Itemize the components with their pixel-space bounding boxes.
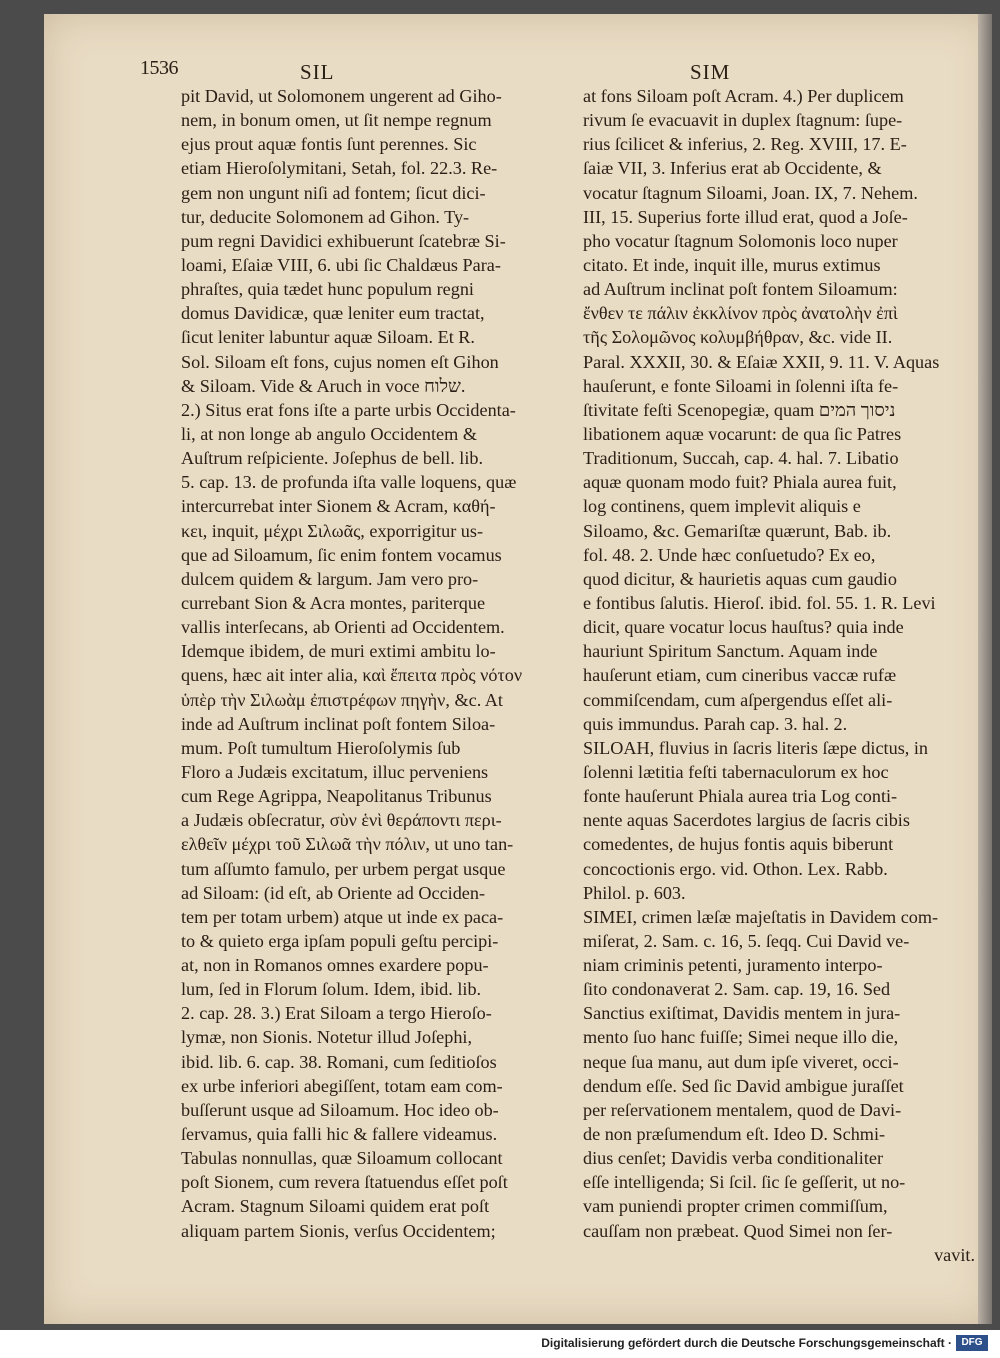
text-line: at, non in Romanos omnes exardere popu- xyxy=(181,955,489,976)
text-line: rivum ſe evacuavit in duplex ſtagnum: ſupe- xyxy=(583,110,903,131)
text-line: ſolenni lætitia feſti tabernaculorum ex hoc xyxy=(583,761,889,782)
text-line: Traditionum, Succah, cap. 4. hal. 7. Libatio xyxy=(583,448,899,469)
text-line: Sol. Siloam eſt fons, cujus nomen eſt Gihon xyxy=(181,351,499,372)
text-line: quis immundus. Parah cap. 3. hal. 2. xyxy=(583,713,848,734)
text-line: Philol. p. 603. xyxy=(583,882,686,903)
text-line: aquæ quonam modo fuit? Phiala aurea fuit, xyxy=(583,472,897,493)
running-head-left: SIL xyxy=(300,60,335,84)
text-line: commiſcendam, cum aſpergendus eſſet ali- xyxy=(583,689,893,710)
text-line: Tabulas nonnullas, quæ Siloamum collocant xyxy=(181,1148,503,1169)
text-line: 5. cap. 13. de profunda iſta valle loquens, quæ xyxy=(181,472,517,493)
text-line: de non præſumendum eſt. Ideo D. Schmi- xyxy=(583,1124,886,1145)
text-line: pho vocatur ſtagnum Solomonis loco nuper xyxy=(583,230,898,251)
text-line: & Siloam. Vide & Aruch in voce שלוח. xyxy=(181,375,466,396)
text-line: vavit. xyxy=(934,1244,975,1265)
text-line: SILOAH, fluvius in ſacris literis ſæpe dictus, in xyxy=(583,737,929,758)
text-line: nem, in bonum omen, ut ſit nempe regnum xyxy=(181,110,492,131)
text-line: ſtivitate feſti Scenopegiæ, quam ניסוך המים xyxy=(583,399,896,420)
text-line: III, 15. Superius forte illud erat, quod a Joſe- xyxy=(583,206,908,227)
right-column xyxy=(583,84,975,1267)
text-line: Acram. Stagnum Siloami quidem erat poſt xyxy=(181,1196,490,1217)
text-line: dulcem quidem & largum. Jam vero pro- xyxy=(181,568,479,589)
text-line: buſſerunt usque ad Siloamum. Hoc ideo ob- xyxy=(181,1099,499,1120)
text-line: Paral. XXXII, 30. & Eſaiæ XXII, 9. 11. V. Aquas xyxy=(583,351,940,372)
text-line: mento ſuo hanc fuiſſe; Simei neque illo die, xyxy=(583,1027,899,1048)
text-line: citato. Et inde, inquit ille, murus extimus xyxy=(583,254,881,275)
text-line: dicit, quare vocatur locus hauſtus? quia inde xyxy=(583,617,904,638)
text-line: at fons Siloam poſt Acram. 4.) Per duplicem xyxy=(583,86,904,106)
text-line: inde ad Auſtrum inclinat poſt fontem Siloa- xyxy=(181,713,496,734)
text-line: Siloamo, &c. Gemariſtæ quærunt, Bab. ib. xyxy=(583,520,892,541)
text-line: pum regni Davidici exhibuerunt ſcatebræ Si- xyxy=(181,230,506,251)
text-line: comedentes, de hujus fontis aquis biberunt xyxy=(583,834,894,855)
text-line: τῆς Σολομῶνος κολυμβήθραν, &c. vide II. xyxy=(583,327,893,348)
footer-bar xyxy=(0,1330,1000,1358)
text-line: aliquam partem Sionis, verſus Occidentem; xyxy=(181,1220,496,1241)
dfg-logo: DFG xyxy=(956,1335,988,1351)
text-line: log continens, quem implevit aliquis e xyxy=(583,496,861,517)
text-line: loami, Eſaiæ VIII, 6. ubi ſic Chaldæus Para- xyxy=(181,254,501,275)
text-line: per reſervationem mentalem, quod de Davi- xyxy=(583,1099,902,1120)
text-line: vallis interſecans, ab Orienti ad Occidentem. xyxy=(181,617,505,638)
text-line: fonte hauſerunt Phiala aurea tria Log conti- xyxy=(583,786,898,807)
text-line: vam puniendi propter crimen commiſſum, xyxy=(583,1196,888,1217)
text-line: ἔνθεν τε πάλιν ἐκκλίνον πρὸς ἀνατολὴν ἐπὶ xyxy=(583,303,898,324)
text-line: SIMEI, crimen læſæ majeſtatis in Davidem com- xyxy=(583,906,939,927)
text-line: intercurrebat inter Sionem & Acram, καθή- xyxy=(181,496,496,517)
text-line: lum, ſed in Florum ſolum. Idem, ibid. lib. xyxy=(181,979,482,1000)
text-line: ad Auſtrum inclinat poſt fontem Siloamum: xyxy=(583,279,898,300)
text-line: domus Davidicæ, quæ leniter eum tractat, xyxy=(181,303,485,324)
text-line: ſervamus, quia falli hic & fallere videamus. xyxy=(181,1124,498,1145)
text-line: Floro a Judæis excitatum, illuc perveniens xyxy=(181,761,489,782)
running-head-right: SIM xyxy=(690,60,731,84)
text-line: ejus prout aquæ fontis ſunt perennes. Sic xyxy=(181,134,477,155)
funding-notice: Digitalisierung gefördert durch die Deutsche Forschungsgemeinschaft · xyxy=(541,1336,952,1350)
text-line: lymæ, non Sionis. Notetur illud Joſephi, xyxy=(181,1027,473,1048)
text-line: mum. Poſt tumultum Hieroſolymis ſub xyxy=(181,737,461,758)
text-line: tum aſſumto famulo, per urbem pergat usque xyxy=(181,858,506,879)
text-line: miſerat, 2. Sam. c. 16, 5. ſeqq. Cui David ve- xyxy=(583,930,910,951)
text-line: que ad Siloamum, ſic enim fontem vocamus xyxy=(181,544,502,565)
text-line: phraſtes, quia tædet hunc populum regni xyxy=(181,279,474,300)
text-line: hauſerunt etiam, cum cineribus vaccæ rufæ xyxy=(583,665,897,686)
text-line: cauſſam non præbeat. Quod Simei non ſer- xyxy=(583,1220,893,1241)
text-line: poſt Sionem, cum revera ſtatuendus eſſet poſt xyxy=(181,1172,508,1193)
text-line: ſicut leniter labuntur aquæ Siloam. Et R. xyxy=(181,327,475,348)
text-line: niam criminis petenti, juramento interpo- xyxy=(583,955,883,976)
text-line: ſaiæ VII, 3. Inferius erat ab Occidente, & xyxy=(583,158,882,179)
text-line: libationem aquæ vocarunt: de qua ſic Patres xyxy=(583,423,902,444)
text-line: quens, hæc ait inter alia, καὶ ἔπειτα πρὸς νότον xyxy=(181,665,523,686)
text-line: ελθεῖν μέχρι τοῦ Σιλωᾶ τὴν πόλιν, ut uno tan- xyxy=(181,834,514,855)
text-line: eſſe intelligenda; Si ſcil. ſic ſe geſſerit, ut no- xyxy=(583,1172,906,1193)
text-line: Auſtrum reſpiciente. Joſephus de bell. lib. xyxy=(181,448,484,469)
text-line: tem per totam urbem) atque ut inde ex paca- xyxy=(181,906,504,927)
text-line: hauſerunt, e fonte Siloami in ſolenni iſta fe- xyxy=(583,375,899,396)
text-line: ſito condonaverat 2. Sam. cap. 19, 16. Sed xyxy=(583,979,891,1000)
text-line: cum Rege Agrippa, Neapolitanus Tribunus xyxy=(181,786,492,807)
page-edge xyxy=(978,14,992,1324)
text-line: Sanctius exiſtimat, Davidis mentem in jura- xyxy=(583,1003,901,1024)
text-line: tur, deducite Solomonem ad Gihon. Ty- xyxy=(181,206,470,227)
text-line: ibid. lib. 6. cap. 38. Romani, cum ſeditioſos xyxy=(181,1051,497,1072)
text-line: pit David, ut Solomonem ungerent ad Giho- xyxy=(181,86,502,106)
page-number: 1536 xyxy=(140,57,178,79)
text-line: gem non ungunt niſi ad fontem; ſicut dici- xyxy=(181,182,486,203)
text-line: ad Siloam: (id eſt, ab Oriente ad Occiden- xyxy=(181,882,486,903)
text-line: to & quieto erga ipſam populi geſtu percipi- xyxy=(181,930,499,951)
text-line: fol. 48. 2. Unde hæc conſuetudo? Ex eo, xyxy=(583,544,876,565)
text-line: dendum eſſe. Sed ſic David ambigue juraſſet xyxy=(583,1075,904,1096)
text-line: e fontibus ſalutis. Hieroſ. ibid. fol. 55. 1. R. Levi xyxy=(583,592,936,613)
text-line: rius ſcilicet & inferius, 2. Reg. XVIII, 17. E- xyxy=(583,134,907,155)
text-line: hauriunt Spiritum Sanctum. Aquam inde xyxy=(583,641,878,662)
text-line: dius cenſet; Davidis verba conditionaliter xyxy=(583,1148,884,1169)
text-line: Idemque ibidem, de muri extimi ambitu lo- xyxy=(181,641,496,662)
text-line: etiam Hieroſolymitani, Setah, fol. 22.3. Re- xyxy=(181,158,498,179)
text-line: ex urbe inferiori abegiſſent, totam eam com- xyxy=(181,1075,503,1096)
left-column xyxy=(181,84,571,1243)
text-line: κει, inquit, μέχρι Σιλωᾶς, exporrigitur us- xyxy=(181,520,484,541)
text-line: nente aquas Sacerdotes largius de ſacris cibis xyxy=(583,810,910,831)
text-line: quod dicitur, & haurietis aquas cum gaudio xyxy=(583,568,897,589)
text-line: neque ſua manu, aut dum ipſe viveret, occi- xyxy=(583,1051,899,1072)
text-line: 2. cap. 28. 3.) Erat Siloam a tergo Hieroſo- xyxy=(181,1003,492,1024)
text-line: currebant Sion & Acra montes, pariterque xyxy=(181,592,486,613)
text-line: li, at non longe ab angulo Occidentem & xyxy=(181,423,477,444)
text-line: a Judæis obſecratur, σὺν ἑνὶ θεράποντι περι- xyxy=(181,810,502,831)
text-line: 2.) Situs erat fons iſte a parte urbis Occidenta- xyxy=(181,399,516,420)
text-line: ὑπὲρ τὴν Σιλωὰμ ἐπιστρέφων πηγὴν, &c. At xyxy=(181,689,503,710)
text-line: concoctionis ergo. vid. Othon. Lex. Rabb. xyxy=(583,858,888,879)
text-line: vocatur ſtagnum Siloami, Joan. IX, 7. Nehem. xyxy=(583,182,918,203)
